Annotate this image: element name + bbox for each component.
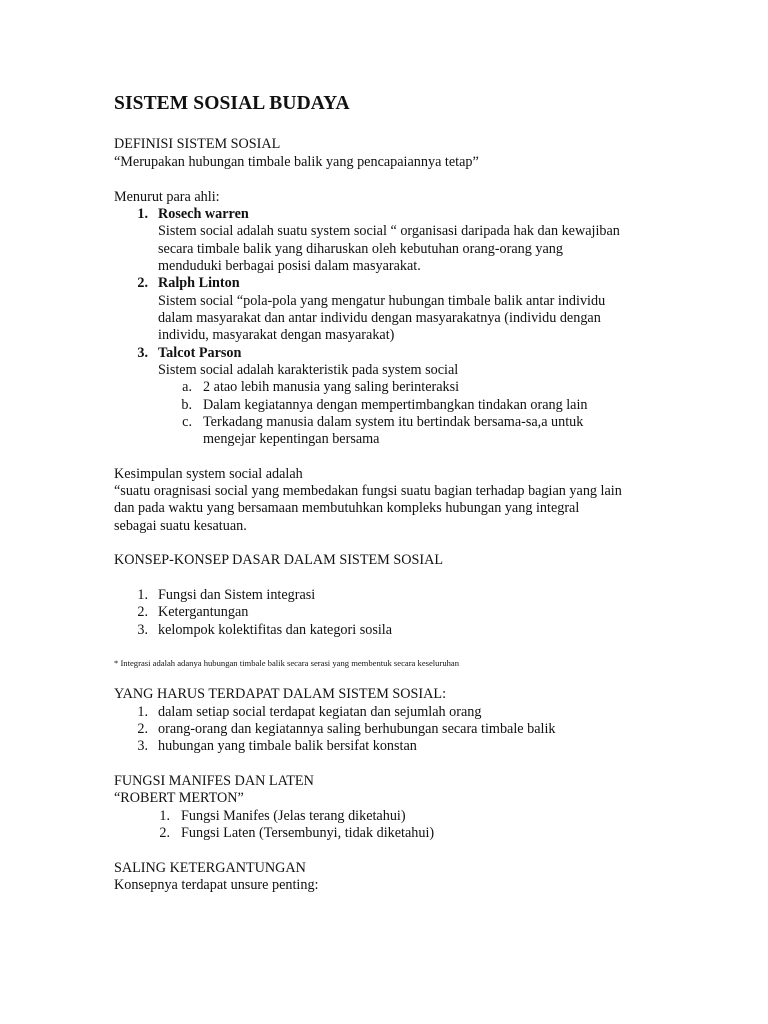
yang-harus-heading: YANG HARUS TERDAPAT DALAM SISTEM SOSIAL: <box>114 686 447 702</box>
sub-list-item: 2 atao lebih manusia yang saling berinteraksi <box>203 379 460 395</box>
expert-name: Talcot Parson <box>158 345 242 361</box>
expert-line: secara timbale balik yang diharuskan oleh kebutuhan orang-orang yang <box>158 241 563 257</box>
expert-name: Rosech warren <box>158 206 249 222</box>
list-marker: 1. <box>137 704 148 720</box>
list-item: Ketergantungan <box>158 604 249 620</box>
list-item: hubungan yang timbale balik bersifat konstan <box>158 738 417 754</box>
list-marker: 3. <box>137 345 148 361</box>
document-title: SISTEM SOSIAL BUDAYA <box>114 93 350 114</box>
list-marker: 1. <box>137 587 148 603</box>
expert-line: dalam masyarakat dan antar individu dengan masyarakatnya (individu dengan <box>158 310 601 326</box>
list-item: Fungsi Manifes (Jelas terang diketahui) <box>181 808 406 824</box>
list-item: Fungsi Laten (Tersembunyi, tidak diketahui) <box>181 825 435 841</box>
expert-line: Sistem social adalah karakteristik pada system social <box>158 362 459 378</box>
list-marker: 2. <box>137 604 148 620</box>
sub-list-item: mengejar kepentingan bersama <box>203 431 380 447</box>
definisi-heading: DEFINISI SISTEM SOSIAL <box>114 136 281 152</box>
sub-list-item: Dalam kegiatannya dengan mempertimbangkan tindakan orang lain <box>203 397 588 413</box>
list-item: orang-orang dan kegiatannya saling berhubungan secara timbale balik <box>158 721 556 737</box>
menurut-intro: Menurut para ahli: <box>114 189 220 205</box>
expert-line: menduduki berbagai posisi dalam masyarakat. <box>158 258 421 274</box>
saling-heading: SALING KETERGANTUNGAN <box>114 860 306 876</box>
fungsi-subheading: “ROBERT MERTON” <box>114 790 244 806</box>
kesimpulan-intro: Kesimpulan system social adalah <box>114 466 303 482</box>
kesimpulan-line: dan pada waktu yang bersamaan membutuhkan kompleks hubungan yang integral <box>114 500 580 516</box>
fungsi-heading: FUNGSI MANIFES DAN LATEN <box>114 773 314 789</box>
list-marker: 1. <box>137 206 148 222</box>
expert-line: Sistem social “pola-pola yang mengatur hubungan timbale balik antar individu <box>158 293 606 309</box>
expert-name: Ralph Linton <box>158 275 240 291</box>
sub-list-marker: a. <box>182 379 192 395</box>
sub-list-marker: b. <box>181 397 192 413</box>
konsep-heading: KONSEP-KONSEP DASAR DALAM SISTEM SOSIAL <box>114 552 443 568</box>
sub-list-item: Terkadang manusia dalam system itu bertindak bersama-sa,a untuk <box>203 414 584 430</box>
list-item: dalam setiap social terdapat kegiatan dan sejumlah orang <box>158 704 482 720</box>
list-marker: 3. <box>137 622 148 638</box>
expert-line: Sistem social adalah suatu system social “ organisasi daripada hak dan kewajiban <box>158 223 620 239</box>
saling-line: Konsepnya terdapat unsure penting: <box>114 877 319 893</box>
expert-line: individu, masyarakat dengan masyarakat) <box>158 327 395 343</box>
list-marker: 3. <box>137 738 148 754</box>
list-marker: 2. <box>137 275 148 291</box>
footnote: * Integrasi adalah adanya hubungan timbale balik secara serasi yang membentuk secara keseluruhan <box>114 658 460 668</box>
list-marker: 1. <box>159 808 170 824</box>
list-marker: 2. <box>159 825 170 841</box>
definisi-quote: “Merupakan hubungan timbale balik yang pencapaiannya tetap” <box>114 154 479 170</box>
kesimpulan-line: “suatu oragnisasi social yang membedakan fungsi suatu bagian terhadap bagian yang lain <box>114 483 622 499</box>
kesimpulan-line: sebagai suatu kesatuan. <box>114 518 247 534</box>
sub-list-marker: c. <box>182 414 192 430</box>
list-item: kelompok kolektifitas dan kategori sosila <box>158 622 393 638</box>
list-marker: 2. <box>137 721 148 737</box>
list-item: Fungsi dan Sistem integrasi <box>158 587 316 603</box>
